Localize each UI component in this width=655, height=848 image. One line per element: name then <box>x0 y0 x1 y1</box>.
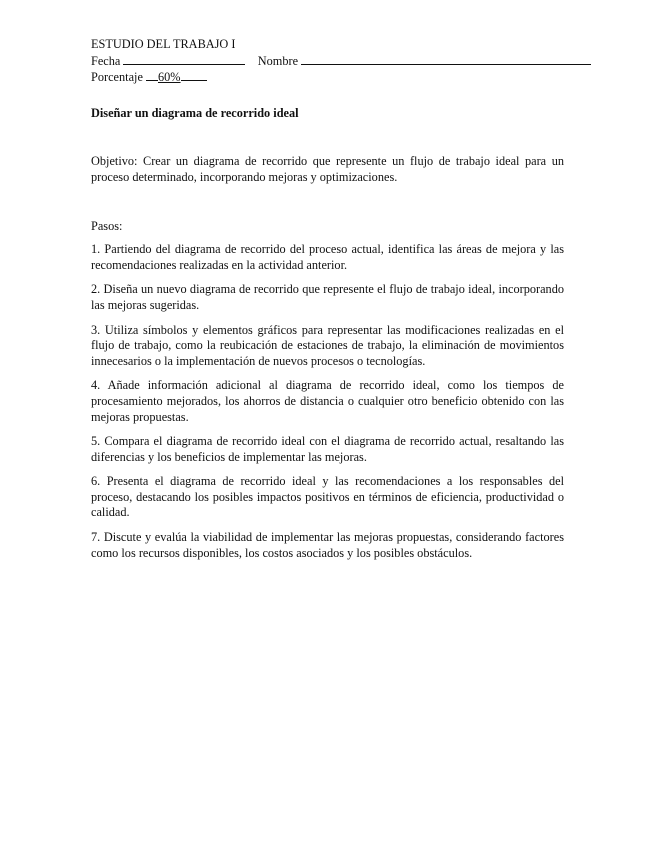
steps-list <box>91 242 564 561</box>
page-title: Diseñar un diagrama de recorrido ideal <box>91 105 299 120</box>
step-item: 5. Compara el diagrama de recorrido ideal con el diagrama de recorrido actual, resaltando las diferencias y los beneficios de implementar las mejoras. <box>91 434 564 464</box>
step-item: 4. Añade información adicional al diagrama de recorrido ideal, como los tiempos de procesamiento mejorados, los ahorros de distancia o cualquier otro beneficio obtenido con las mejoras propuestas. <box>91 378 564 424</box>
course-title: ESTUDIO DEL TRABAJO I <box>91 37 236 51</box>
name-field[interactable] <box>301 53 591 65</box>
objective-paragraph: Objetivo: Crear un diagrama de recorrido que represente un flujo de trabajo ideal para un proceso determinado, incorporando mejoras y optimizaciones. <box>91 154 564 184</box>
step-item: 1. Partiendo del diagrama de recorrido del proceso actual, identifica las áreas de mejora y las recomendaciones realizadas en la actividad anterior. <box>91 242 564 272</box>
step-item: 3. Utiliza símbolos y elementos gráficos para representar las modificaciones realizadas en el flujo de trabajo, como la reubicación de estaciones de trabajo, la eliminación de movimientos innecesarios o la implementación de nuevos procesos o tecnologías. <box>91 322 564 368</box>
percentage-field <box>146 69 207 86</box>
name-label: Nombre <box>257 53 299 68</box>
date-field[interactable] <box>123 53 245 65</box>
step-item: 7. Discute y evalúa la viabilidad de implementar las mejoras propuestas, considerando factores como los recursos disponibles, los costos asociados y los posibles obstáculos. <box>91 530 564 560</box>
date-name-row <box>91 53 564 70</box>
percentage-label: Porcentaje <box>91 70 143 85</box>
percentage-value: 60% <box>157 70 181 85</box>
percentage-row <box>91 69 564 86</box>
step-item: 6. Presenta el diagrama de recorrido ideal y las recomendaciones a los responsables del proceso, destacando los posibles impactos positivos en términos de eficiencia, productividad o calidad. <box>91 474 564 520</box>
steps-label: Pasos: <box>91 218 123 233</box>
date-label: Fecha <box>91 53 121 68</box>
step-item: 2. Diseña un nuevo diagrama de recorrido que represente el flujo de trabajo ideal, incorporando las mejoras sugeridas. <box>91 282 564 312</box>
